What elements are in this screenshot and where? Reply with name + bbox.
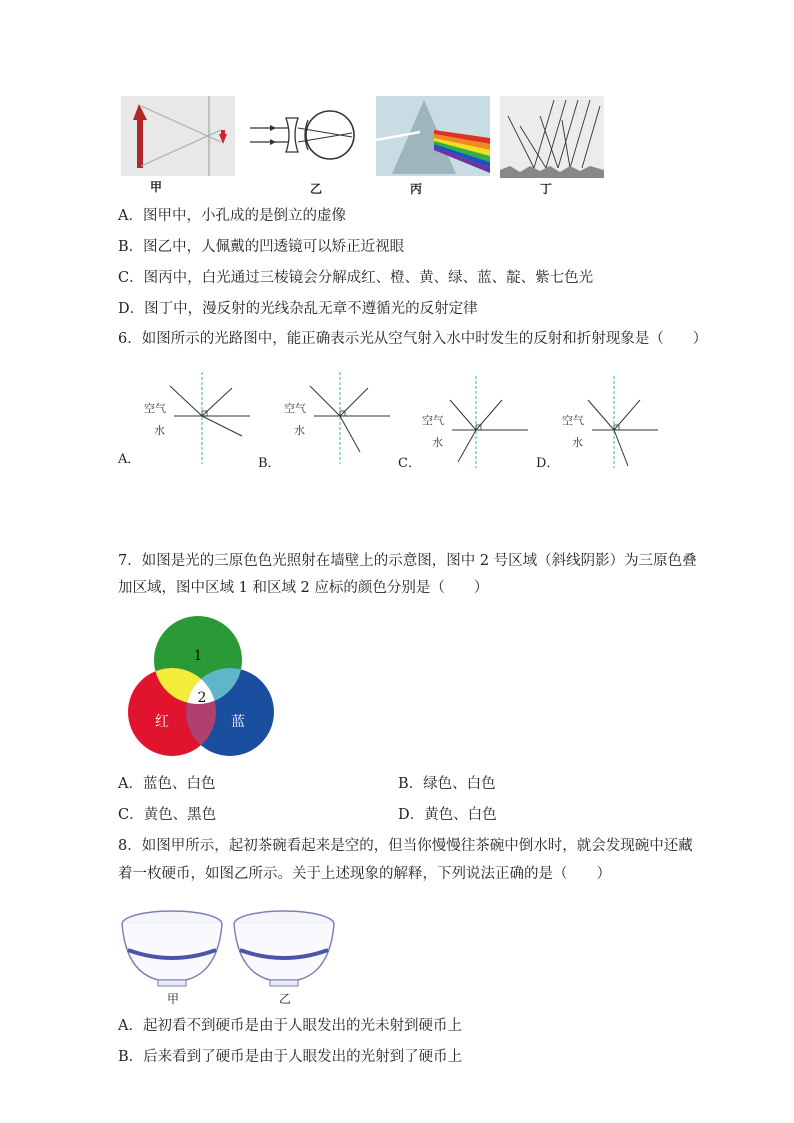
rgb-color-diagram <box>126 616 278 760</box>
q6-diagram-c <box>418 376 538 471</box>
q6-option-a-label[interactable]: A． <box>118 452 141 467</box>
figure-label-ding: 丁 <box>540 182 553 196</box>
q5-option-b: B．图乙中，人佩戴的凹透镜可以矫正近视眼 <box>118 239 405 255</box>
q6-option-b-label[interactable]: B． <box>258 456 281 471</box>
q7-option-c: C．黄色、黑色 <box>118 807 217 823</box>
figure-pinhole <box>121 96 235 176</box>
bowl-yi <box>232 908 336 994</box>
q7-option-a: A．蓝色、白色 <box>118 776 216 792</box>
q7-option-b: B．绿色、白色 <box>398 776 496 792</box>
bowl-label-jia: 甲 <box>167 992 180 1006</box>
q6-diagram-b <box>280 372 400 467</box>
q6-option-d-label[interactable]: D． <box>536 456 560 471</box>
q5-option-a: A．图甲中，小孔成的是倒立的虚像 <box>118 208 346 224</box>
svg-text:水: 水 <box>432 436 443 449</box>
svg-text:空气: 空气 <box>422 414 444 427</box>
svg-text:水: 水 <box>154 424 165 437</box>
red-label: 红 <box>155 714 169 730</box>
q8-option-b: B．后来看到了硬币是由于人眼发出的光射到了硬币上 <box>118 1049 463 1065</box>
q5-option-d: D．图丁中，漫反射的光线杂乱无章不遵循光的反射定律 <box>118 301 478 317</box>
figure-eye-lens <box>248 100 358 170</box>
q8-stem-line1: 8．如图甲所示，起初茶碗看起来是空的，但当你慢慢往茶碗中倒水时，就会发现碗中还藏 <box>118 838 693 854</box>
figure-label-jia: 甲 <box>150 180 163 194</box>
svg-text:水: 水 <box>572 436 583 449</box>
region-2-label: 2 <box>197 690 207 706</box>
q6-option-c-label[interactable]: C． <box>398 456 421 471</box>
q7-option-d: D．黄色、白色 <box>398 807 497 823</box>
q7-stem-line1: 7．如图是光的三原色色光照射在墙壁上的示意图，图中 2 号区域（斜线阴影）为三原色叠 <box>118 553 697 569</box>
figure-label-yi: 乙 <box>310 182 323 196</box>
blue-label: 蓝 <box>231 714 245 730</box>
q8-option-a: A．起初看不到硬币是由于人眼发出的光未射到硬币上 <box>118 1018 462 1034</box>
q8-stem-line2: 着一枚硬币，如图乙所示。关于上述现象的解释，下列说法正确的是（ ） <box>118 866 611 882</box>
svg-text:空气: 空气 <box>562 414 584 427</box>
svg-text:水: 水 <box>294 424 305 437</box>
q6-stem: 6．如图所示的光路图中，能正确表示光从空气射入水中时发生的反射和折射现象是（ ） <box>118 331 708 347</box>
bowl-label-yi: 乙 <box>279 992 292 1006</box>
q6-diagram-a <box>140 372 260 467</box>
figure-label-bing: 丙 <box>410 182 423 196</box>
q7-stem-line2: 加区域，图中区域 1 和区域 2 应标的颜色分别是（ ） <box>118 580 489 596</box>
figure-prism <box>376 96 490 176</box>
region-1-label: 1 <box>193 648 203 664</box>
bowl-jia <box>120 908 224 994</box>
q5-option-c: C．图丙中，白光通过三棱镜会分解成红、橙、黄、绿、蓝、靛、紫七色光 <box>118 270 594 286</box>
svg-text:空气: 空气 <box>144 402 166 415</box>
q6-diagram-d <box>558 376 668 471</box>
svg-text:空气: 空气 <box>284 402 306 415</box>
figure-diffuse <box>500 96 604 178</box>
